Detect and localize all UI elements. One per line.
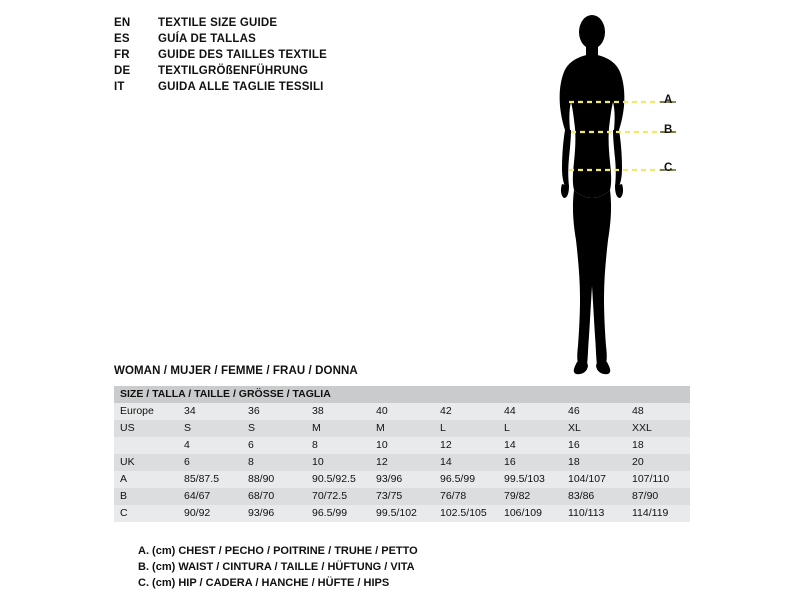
cell-b-6: 79/82	[498, 488, 562, 505]
language-title-es: GUÍA DE TALLAS	[158, 33, 256, 45]
table-row	[114, 420, 690, 437]
row-label-europe: Europe	[114, 403, 178, 420]
cell-c-5: 102.5/105	[434, 505, 498, 522]
cell-us-7: XL	[562, 420, 626, 437]
cell-europe-3: 38	[306, 403, 370, 420]
cell-uk-4: 12	[370, 454, 434, 471]
cell-usnum-2: 6	[242, 437, 306, 454]
table-header-row	[114, 386, 690, 403]
cell-b-3: 70/72.5	[306, 488, 370, 505]
cell-europe-7: 46	[562, 403, 626, 420]
row-label-a: A	[114, 471, 178, 488]
cell-europe-4: 40	[370, 403, 434, 420]
cell-c-4: 99.5/102	[370, 505, 434, 522]
cell-us-5: L	[434, 420, 498, 437]
table-row	[114, 505, 690, 522]
footnotes	[138, 543, 418, 591]
cell-a-8: 107/110	[626, 471, 690, 488]
row-label-us: US	[114, 420, 178, 437]
cell-europe-6: 44	[498, 403, 562, 420]
language-code-it: IT	[114, 81, 125, 93]
size-header-cell: SIZE / TALLA / TAILLE / GRÖSSE / TAGLIA	[114, 386, 690, 403]
cell-us-4: M	[370, 420, 434, 437]
measure-label-b: B	[664, 124, 673, 136]
cell-us-2: S	[242, 420, 306, 437]
cell-a-4: 93/96	[370, 471, 434, 488]
language-title-it: GUIDA ALLE TAGLIE TESSILI	[158, 81, 324, 93]
language-code-de: DE	[114, 65, 131, 77]
cell-b-8: 87/90	[626, 488, 690, 505]
cell-europe-5: 42	[434, 403, 498, 420]
cell-us-6: L	[498, 420, 562, 437]
row-label-us-numeric	[114, 437, 178, 454]
cell-uk-2: 8	[242, 454, 306, 471]
cell-europe-8: 48	[626, 403, 690, 420]
cell-uk-3: 10	[306, 454, 370, 471]
language-code-es: ES	[114, 33, 130, 45]
size-table	[114, 386, 690, 522]
cell-uk-8: 20	[626, 454, 690, 471]
language-title-block	[114, 16, 327, 95]
footnote-a: A. (cm) CHEST / PECHO / POITRINE / TRUHE / PETTO	[138, 545, 418, 557]
row-label-uk: UK	[114, 454, 178, 471]
table-group-title: WOMAN / MUJER / FEMME / FRAU / DONNA	[114, 365, 358, 377]
language-title-de: TEXTILGRÖßENFÜHRUNG	[158, 65, 309, 77]
cell-us-1: S	[178, 420, 242, 437]
cell-c-7: 110/113	[562, 505, 626, 522]
cell-a-6: 99.5/103	[498, 471, 562, 488]
cell-usnum-3: 8	[306, 437, 370, 454]
cell-usnum-4: 10	[370, 437, 434, 454]
cell-b-7: 83/86	[562, 488, 626, 505]
cell-usnum-7: 16	[562, 437, 626, 454]
cell-a-7: 104/107	[562, 471, 626, 488]
cell-uk-5: 14	[434, 454, 498, 471]
cell-usnum-5: 12	[434, 437, 498, 454]
cell-uk-7: 18	[562, 454, 626, 471]
table-row	[114, 437, 690, 454]
cell-c-2: 93/96	[242, 505, 306, 522]
measure-label-a: A	[664, 94, 673, 106]
cell-uk-1: 6	[178, 454, 242, 471]
cell-b-1: 64/67	[178, 488, 242, 505]
row-label-b: B	[114, 488, 178, 505]
cell-usnum-1: 4	[178, 437, 242, 454]
cell-c-1: 90/92	[178, 505, 242, 522]
measure-label-c: C	[664, 162, 673, 174]
cell-uk-6: 16	[498, 454, 562, 471]
cell-usnum-8: 18	[626, 437, 690, 454]
language-title-en: TEXTILE SIZE GUIDE	[158, 17, 278, 29]
table-row	[114, 488, 690, 505]
footnote-b: B. (cm) WAIST / CINTURA / TAILLE / HÜFTUNG / VITA	[138, 561, 415, 573]
cell-a-3: 90.5/92.5	[306, 471, 370, 488]
cell-c-3: 96.5/99	[306, 505, 370, 522]
cell-c-8: 114/119	[626, 505, 690, 522]
cell-a-2: 88/90	[242, 471, 306, 488]
language-code-fr: FR	[114, 49, 130, 61]
cell-europe-1: 34	[178, 403, 242, 420]
cell-europe-2: 36	[242, 403, 306, 420]
cell-a-1: 85/87.5	[178, 471, 242, 488]
cell-us-3: M	[306, 420, 370, 437]
table-row	[114, 403, 690, 420]
cell-b-5: 76/78	[434, 488, 498, 505]
cell-us-8: XXL	[626, 420, 690, 437]
table-row	[114, 471, 690, 488]
cell-a-5: 96.5/99	[434, 471, 498, 488]
language-title-fr: GUIDE DES TAILLES TEXTILE	[158, 49, 327, 61]
cell-b-4: 73/75	[370, 488, 434, 505]
cell-c-6: 106/109	[498, 505, 562, 522]
table-row	[114, 454, 690, 471]
language-code-en: EN	[114, 17, 131, 29]
row-label-c: C	[114, 505, 178, 522]
measurement-labels	[664, 10, 704, 380]
footnote-c: C. (cm) HIP / CADERA / HANCHE / HÜFTE / HIPS	[138, 577, 390, 589]
cell-usnum-6: 14	[498, 437, 562, 454]
cell-b-2: 68/70	[242, 488, 306, 505]
